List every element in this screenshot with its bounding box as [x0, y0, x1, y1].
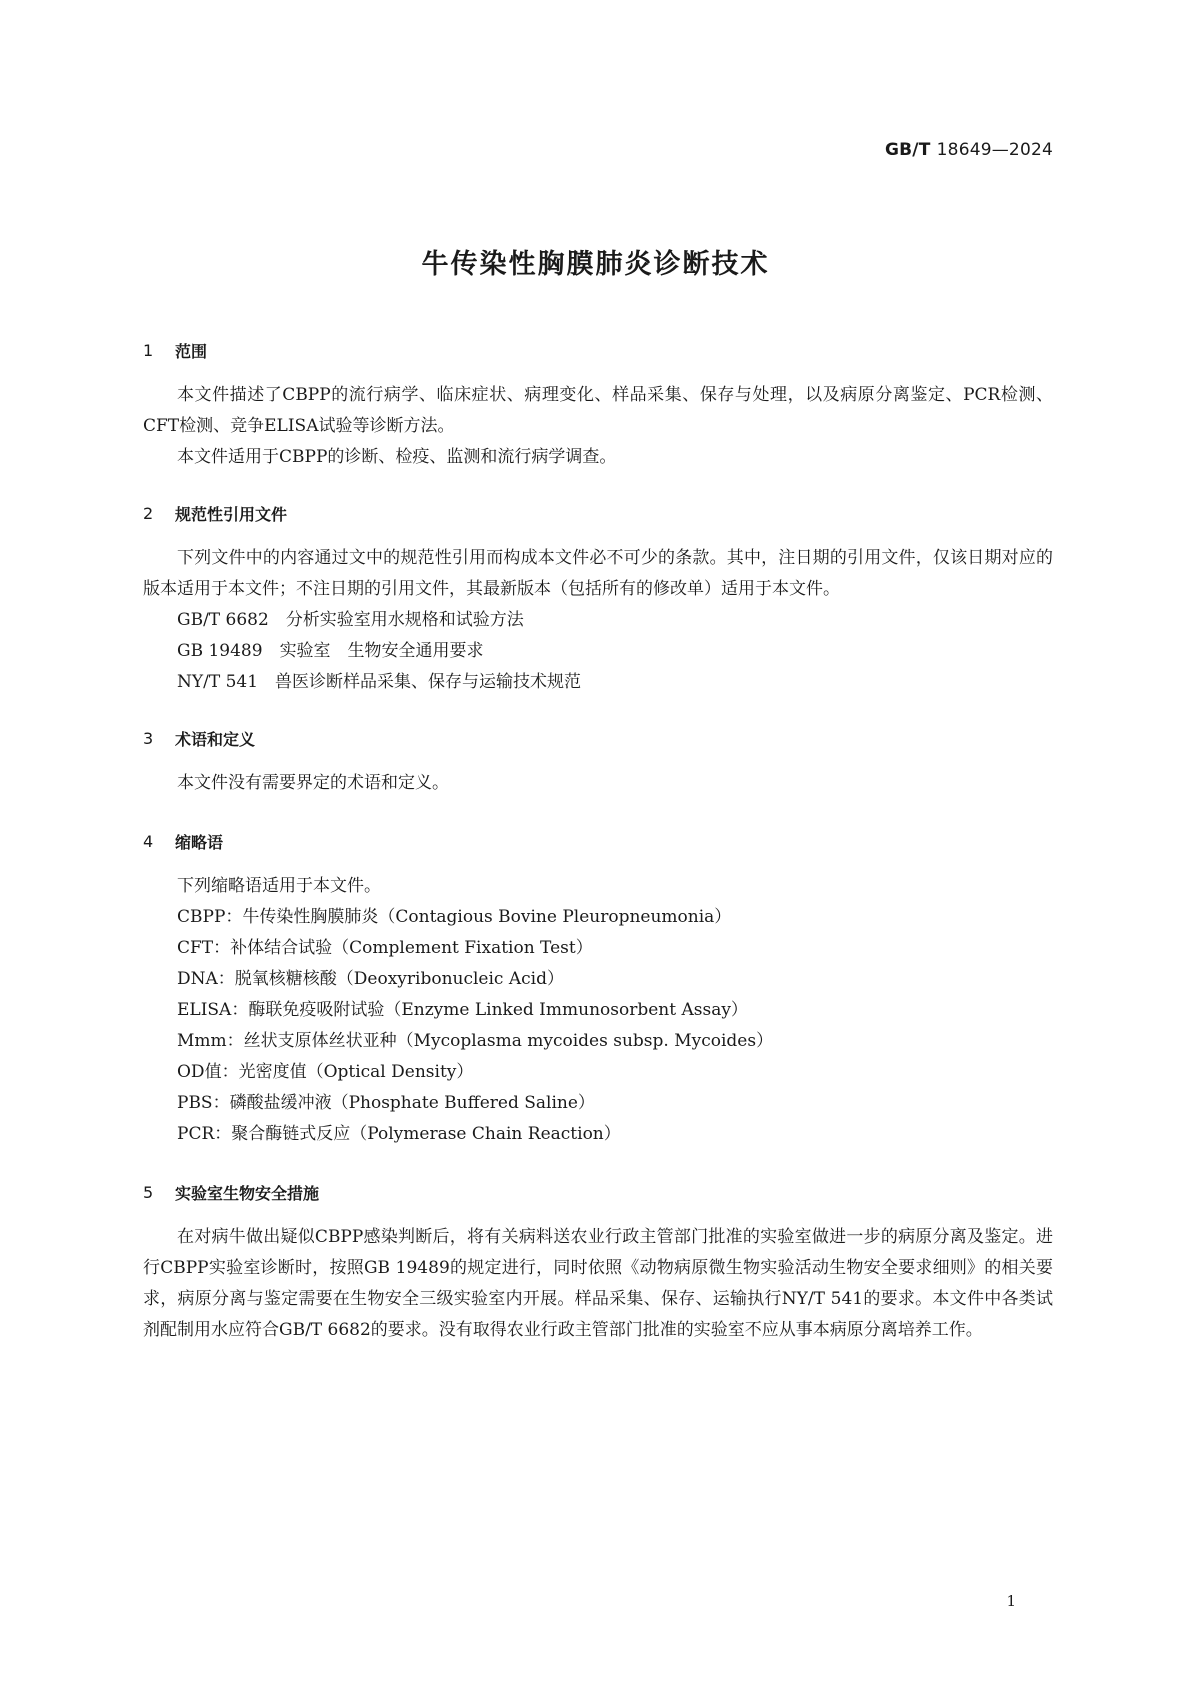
section-4-heading [143, 829, 1053, 853]
abbreviation-item: DNA：脱氧核糖核酸（Deoxyribonucleic Acid） [177, 969, 564, 989]
section-2-body [143, 543, 1053, 698]
reference-item [143, 636, 1053, 667]
section-number: 3 [143, 728, 154, 748]
section-4-body [143, 871, 1053, 1150]
reference-item [143, 667, 1053, 698]
section-1-heading [143, 338, 1053, 362]
document-title: 牛传染性胸膜肺炎诊断技术 [421, 249, 770, 280]
section-1-body [143, 380, 1053, 473]
abbreviation-item: Mmm：丝状支原体丝状亚种（Mycoplasma mycoides subsp. Mycoides） [177, 1031, 774, 1051]
standard-number-value: 18649—2024 [936, 140, 1053, 160]
reference-title: 兽医诊断样品采集、保存与运输技术规范 [275, 672, 582, 692]
section-3-body [143, 768, 1053, 799]
abbreviation-item: CBPP：牛传染性胸膜肺炎（Contagious Bovine Pleuropneumonia） [177, 907, 732, 927]
section-3-heading [143, 726, 1053, 750]
section-title: 实验室生物安全措施 [175, 1183, 320, 1203]
section-5-heading [143, 1180, 1053, 1204]
reference-code: GB 19489 [177, 641, 263, 661]
section-number: 2 [143, 503, 154, 523]
section-number: 1 [143, 340, 154, 360]
document-body [143, 338, 1053, 1346]
section-title: 范围 [175, 341, 208, 361]
section-5-body [143, 1222, 1053, 1346]
abbreviations-intro: 下列缩略语适用于本文件。 [177, 876, 381, 896]
paragraph: 本文件适用于CBPP的诊断、检疫、监测和流行病学调查。 [177, 447, 617, 467]
abbreviation-item: PBS：磷酸盐缓冲液（Phosphate Buffered Saline） [177, 1093, 595, 1113]
section-title: 规范性引用文件 [175, 504, 288, 524]
reference-title: 实验室 生物安全通用要求 [279, 641, 484, 661]
reference-code: NY/T 541 [177, 672, 259, 692]
standard-number [885, 140, 1053, 160]
standard-prefix: GB/T [885, 140, 931, 160]
reference-item [143, 605, 1053, 636]
reference-code: GB/T 6682 [177, 610, 269, 630]
abbreviation-item: PCR：聚合酶链式反应（Polymerase Chain Reaction） [177, 1124, 621, 1144]
section-title: 术语和定义 [175, 729, 256, 749]
paragraph: 下列文件中的内容通过文中的规范性引用而构成本文件必不可少的条款。其中，注日期的引用文件，仅该日期对应的版本适用于本文件；不注日期的引用文件，其最新版本（包括所有的修改单）适用于本文件。 [143, 548, 1053, 599]
section-number: 4 [143, 831, 154, 851]
abbreviation-item: OD值：光密度值（Optical Density） [177, 1062, 474, 1082]
section-number: 5 [143, 1182, 154, 1202]
reference-title: 分析实验室用水规格和试验方法 [285, 610, 524, 630]
abbreviation-item: ELISA：酶联免疫吸附试验（Enzyme Linked Immunosorbent Assay） [177, 1000, 748, 1020]
page-number: 1 [1006, 1592, 1016, 1610]
paragraph: 在对病牛做出疑似CBPP感染判断后，将有关病料送农业行政主管部门批准的实验室做进一步的病原分离及鉴定。进行CBPP实验室诊断时，按照GB 19489的规定进行，同时依照《动物病原微生物实验活动生物安全要求细则》的相关要求，病原分离与鉴定需要在生物安全三级实验室内开展。样品采集、保存、运输执行NY/T 541的要求。本文件中各类试剂配制用水应符合GB/T 6682的要求。没有取得农业行政主管部门批准的实验室不应从事本病原分离培养工作。 [143, 1227, 1053, 1340]
section-2-heading [143, 501, 1053, 525]
paragraph: 本文件没有需要界定的术语和定义。 [177, 773, 449, 793]
paragraph: 本文件描述了CBPP的流行病学、临床症状、病理变化、样品采集、保存与处理，以及病原分离鉴定、PCR检测、CFT检测、竞争ELISA试验等诊断方法。 [143, 385, 1053, 436]
section-title: 缩略语 [175, 832, 224, 852]
abbreviation-item: CFT：补体结合试验（Complement Fixation Test） [177, 938, 593, 958]
